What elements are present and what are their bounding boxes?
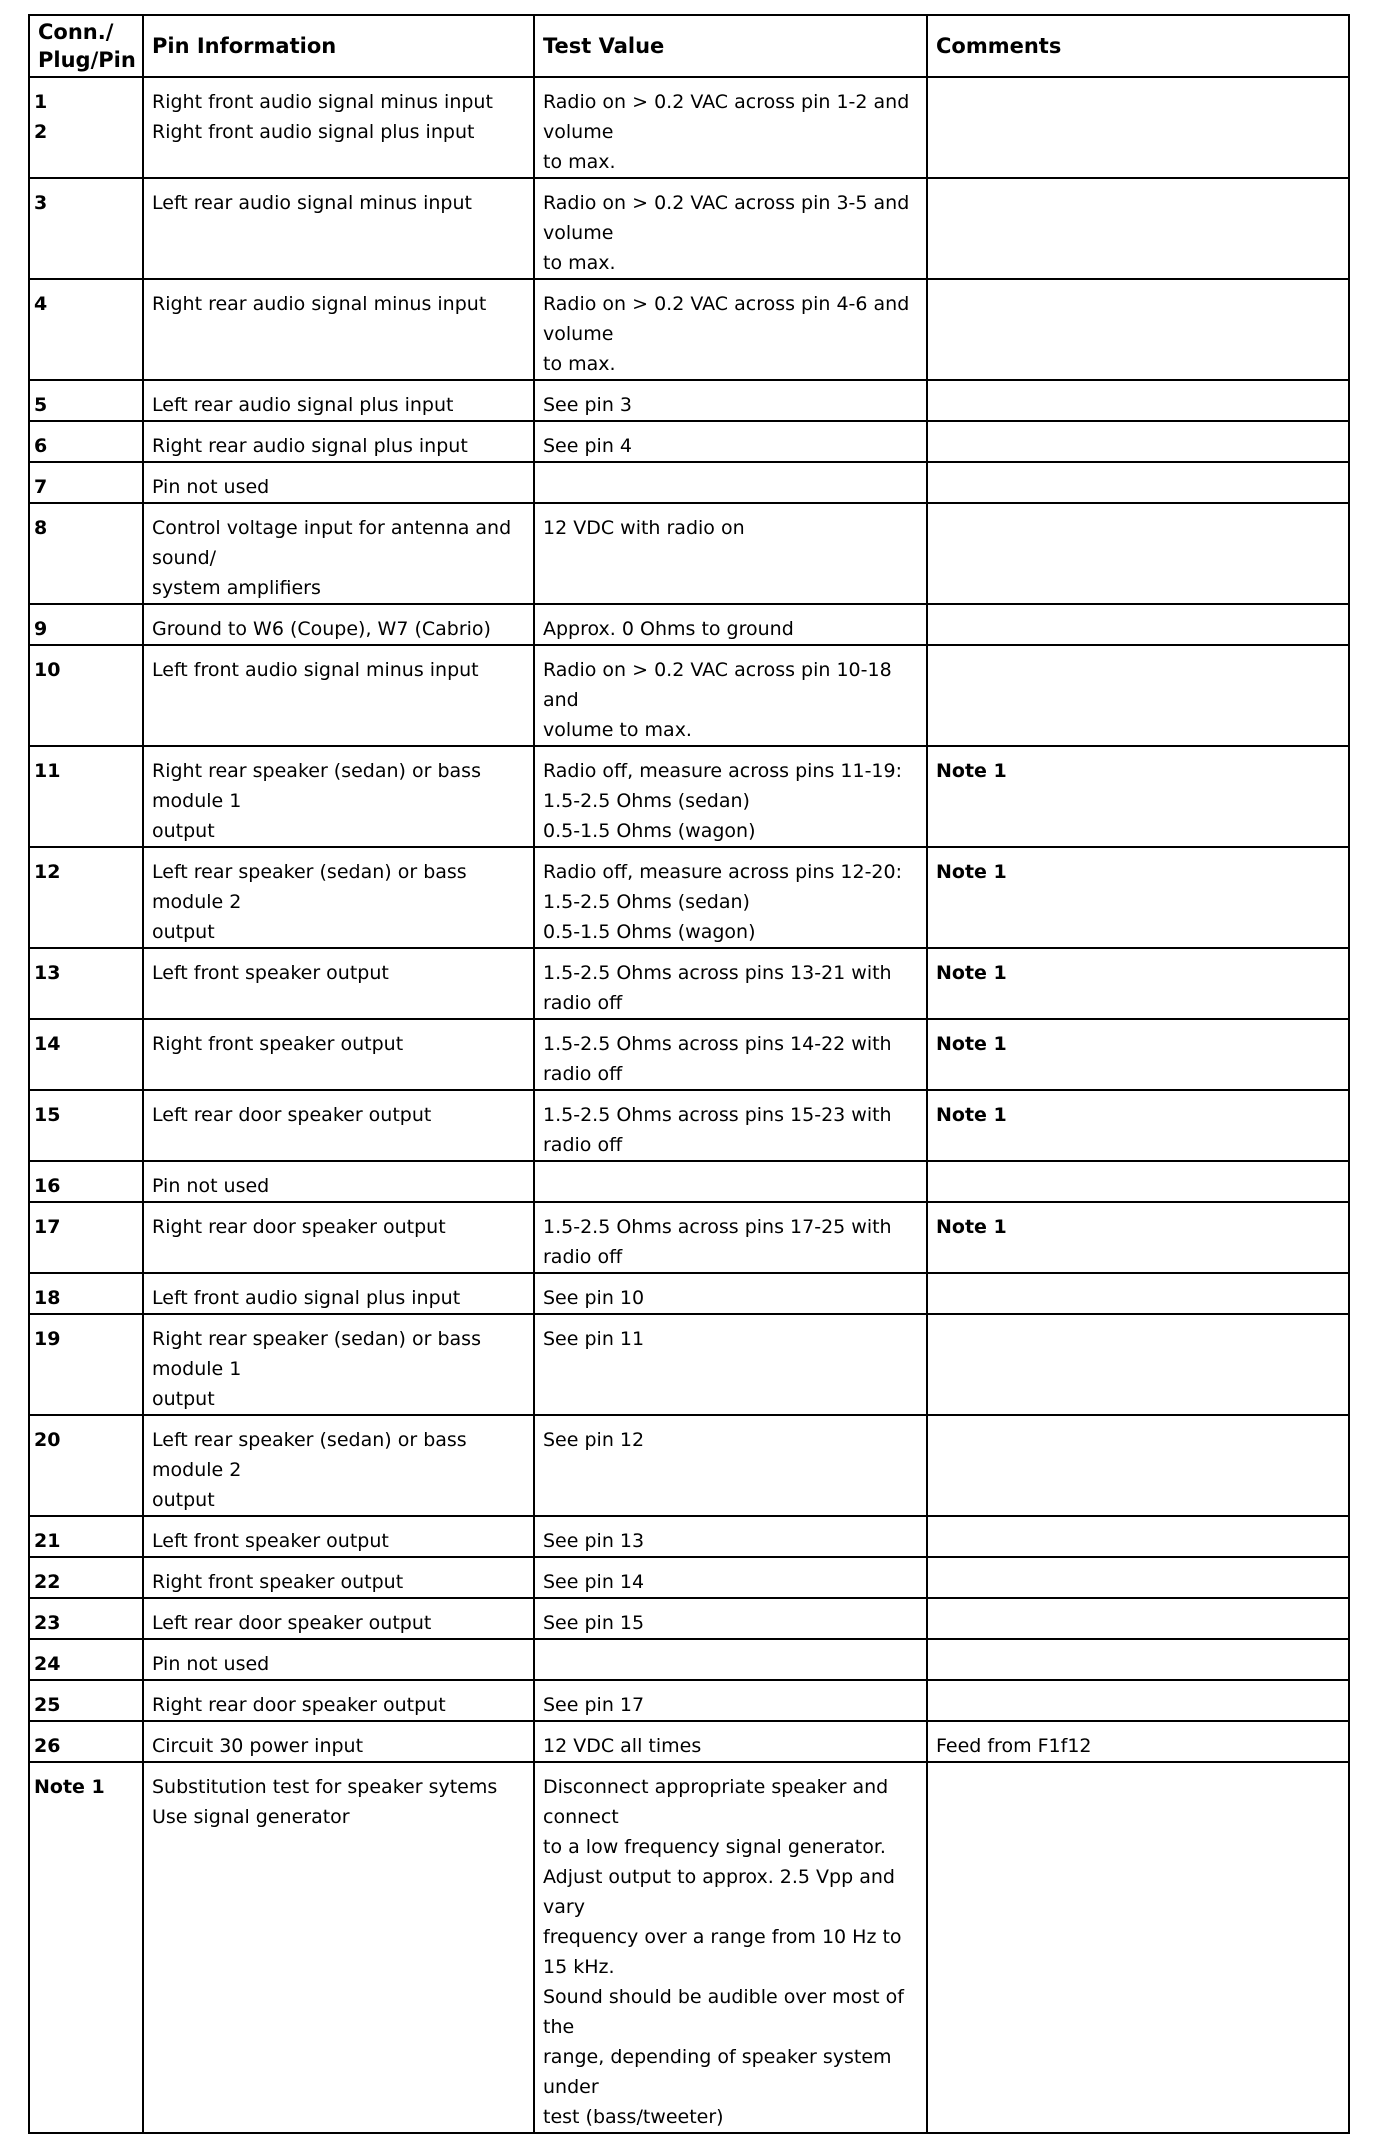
- pin-cell: 1 2: [29, 77, 143, 178]
- table-row: [29, 77, 1349, 178]
- pin-info-cell: Right rear audio signal plus input: [143, 421, 534, 462]
- pin-info-cell: Right front speaker output: [143, 1557, 534, 1598]
- pin-info-cell: Right front audio signal minus input Right front audio signal plus input: [143, 77, 534, 178]
- pin-info-cell: Left front audio signal plus input: [143, 1273, 534, 1314]
- pin-info-cell: Left rear speaker (sedan) or bass module 2 output: [143, 847, 534, 948]
- table-row: [29, 1516, 1349, 1557]
- comment-cell: Note 1: [927, 1090, 1349, 1161]
- pin-cell: Note 1: [29, 1762, 143, 2133]
- test-value-cell: Radio on > 0.2 VAC across pin 10-18 and volume to max.: [534, 645, 927, 746]
- pin-info-cell: Right rear speaker (sedan) or bass module 1 output: [143, 746, 534, 847]
- comment-cell: [927, 503, 1349, 604]
- pin-info-cell: Circuit 30 power input: [143, 1721, 534, 1762]
- table-row: [29, 1273, 1349, 1314]
- comment-cell: [927, 178, 1349, 279]
- table-row: [29, 1639, 1349, 1680]
- table-row: [29, 178, 1349, 279]
- comment-cell: [927, 1598, 1349, 1639]
- test-value-cell: See pin 4: [534, 421, 927, 462]
- table-row: [29, 1019, 1349, 1090]
- pin-info-cell: Substitution test for speaker sytems Use signal generator: [143, 1762, 534, 2133]
- pin-cell: 11: [29, 746, 143, 847]
- pin-cell: 22: [29, 1557, 143, 1598]
- table-row: [29, 746, 1349, 847]
- table-row: [29, 645, 1349, 746]
- pin-info-cell: Left front speaker output: [143, 948, 534, 1019]
- table-row: [29, 1161, 1349, 1202]
- table-row: [29, 380, 1349, 421]
- pin-info-cell: Pin not used: [143, 462, 534, 503]
- pin-cell: 12: [29, 847, 143, 948]
- pin-cell: 6: [29, 421, 143, 462]
- header-pin: Conn./ Plug/Pin: [29, 15, 143, 77]
- table-row: [29, 1598, 1349, 1639]
- pin-info-cell: Ground to W6 (Coupe), W7 (Cabrio): [143, 604, 534, 645]
- test-value-cell: See pin 17: [534, 1680, 927, 1721]
- header-pin-information: Pin Information: [143, 15, 534, 77]
- pin-cell: 4: [29, 279, 143, 380]
- comment-cell: [927, 421, 1349, 462]
- pin-info-cell: Right rear speaker (sedan) or bass module 1 output: [143, 1314, 534, 1415]
- table-row: [29, 1721, 1349, 1762]
- comment-cell: Note 1: [927, 1019, 1349, 1090]
- test-value-cell: 12 VDC all times: [534, 1721, 927, 1762]
- pin-info-cell: Pin not used: [143, 1639, 534, 1680]
- pin-info-cell: Left rear door speaker output: [143, 1090, 534, 1161]
- test-value-cell: 12 VDC with radio on: [534, 503, 927, 604]
- pin-info-cell: Right front speaker output: [143, 1019, 534, 1090]
- table-row: [29, 1415, 1349, 1516]
- pin-cell: 15: [29, 1090, 143, 1161]
- test-value-cell: 1.5-2.5 Ohms across pins 15-23 with radio off: [534, 1090, 927, 1161]
- test-value-cell: Radio on > 0.2 VAC across pin 3-5 and volume to max.: [534, 178, 927, 279]
- table-row: [29, 1090, 1349, 1161]
- comment-cell: [927, 462, 1349, 503]
- test-value-cell: Radio on > 0.2 VAC across pin 4-6 and volume to max.: [534, 279, 927, 380]
- test-value-cell: See pin 10: [534, 1273, 927, 1314]
- comment-cell: [927, 1273, 1349, 1314]
- comment-cell: [927, 604, 1349, 645]
- pin-cell: 7: [29, 462, 143, 503]
- comment-cell: [927, 1314, 1349, 1415]
- pin-info-cell: Control voltage input for antenna and sound/ system amplifiers: [143, 503, 534, 604]
- table-row: [29, 1762, 1349, 2133]
- pin-cell: 21: [29, 1516, 143, 1557]
- test-value-cell: See pin 12: [534, 1415, 927, 1516]
- pin-info-cell: Left front audio signal minus input: [143, 645, 534, 746]
- test-value-cell: Approx. 0 Ohms to ground: [534, 604, 927, 645]
- pin-cell: 26: [29, 1721, 143, 1762]
- comment-cell: [927, 1516, 1349, 1557]
- test-value-cell: 1.5-2.5 Ohms across pins 13-21 with radio off: [534, 948, 927, 1019]
- comment-cell: Feed from F1f12: [927, 1721, 1349, 1762]
- test-value-cell: 1.5-2.5 Ohms across pins 14-22 with radio off: [534, 1019, 927, 1090]
- comment-cell: Note 1: [927, 1202, 1349, 1273]
- table-row: [29, 1557, 1349, 1598]
- pin-cell: 10: [29, 645, 143, 746]
- pin-cell: 17: [29, 1202, 143, 1273]
- pin-cell: 24: [29, 1639, 143, 1680]
- comment-cell: [927, 1415, 1349, 1516]
- comment-cell: [927, 645, 1349, 746]
- pin-info-cell: Right rear door speaker output: [143, 1202, 534, 1273]
- test-value-cell: [534, 1639, 927, 1680]
- pin-cell: 20: [29, 1415, 143, 1516]
- comment-cell: [927, 1557, 1349, 1598]
- pin-info-cell: Left rear speaker (sedan) or bass module 2 output: [143, 1415, 534, 1516]
- test-value-cell: 1.5-2.5 Ohms across pins 17-25 with radio off: [534, 1202, 927, 1273]
- table-row: [29, 1202, 1349, 1273]
- table-row: [29, 948, 1349, 1019]
- comment-cell: [927, 1161, 1349, 1202]
- table-row: [29, 503, 1349, 604]
- table-row: [29, 1680, 1349, 1721]
- pin-info-cell: Left rear door speaker output: [143, 1598, 534, 1639]
- pin-info-cell: Right rear door speaker output: [143, 1680, 534, 1721]
- test-value-cell: See pin 11: [534, 1314, 927, 1415]
- test-value-cell: See pin 15: [534, 1598, 927, 1639]
- comment-cell: [927, 77, 1349, 178]
- comment-cell: [927, 279, 1349, 380]
- table-row: [29, 847, 1349, 948]
- pin-info-cell: Left rear audio signal minus input: [143, 178, 534, 279]
- pin-cell: 16: [29, 1161, 143, 1202]
- header-row: [29, 15, 1349, 77]
- header-comments: Comments: [927, 15, 1349, 77]
- pin-cell: 5: [29, 380, 143, 421]
- comment-cell: [927, 1762, 1349, 2133]
- comment-cell: Note 1: [927, 847, 1349, 948]
- comment-cell: Note 1: [927, 948, 1349, 1019]
- pin-cell: 8: [29, 503, 143, 604]
- pin-info-cell: Pin not used: [143, 1161, 534, 1202]
- pin-info-cell: Left front speaker output: [143, 1516, 534, 1557]
- test-value-cell: See pin 13: [534, 1516, 927, 1557]
- pin-info-cell: Right rear audio signal minus input: [143, 279, 534, 380]
- table-row: [29, 421, 1349, 462]
- table-row: [29, 604, 1349, 645]
- pin-cell: 3: [29, 178, 143, 279]
- pin-cell: 9: [29, 604, 143, 645]
- test-value-cell: Radio off, measure across pins 11-19: 1.5-2.5 Ohms (sedan) 0.5-1.5 Ohms (wagon): [534, 746, 927, 847]
- test-value-cell: [534, 462, 927, 503]
- test-value-cell: Radio off, measure across pins 12-20: 1.5-2.5 Ohms (sedan) 0.5-1.5 Ohms (wagon): [534, 847, 927, 948]
- comment-cell: Note 1: [927, 746, 1349, 847]
- pin-cell: 18: [29, 1273, 143, 1314]
- test-value-cell: See pin 3: [534, 380, 927, 421]
- table-row: [29, 462, 1349, 503]
- table-row: [29, 279, 1349, 380]
- comment-cell: [927, 1639, 1349, 1680]
- pin-cell: 19: [29, 1314, 143, 1415]
- pin-cell: 13: [29, 948, 143, 1019]
- header-test-value: Test Value: [534, 15, 927, 77]
- pin-cell: 14: [29, 1019, 143, 1090]
- pin-table: [28, 14, 1350, 2134]
- pin-info-cell: Left rear audio signal plus input: [143, 380, 534, 421]
- test-value-cell: Disconnect appropriate speaker and connect to a low frequency signal generator. Adjust output to approx. 2.5 Vpp and vary frequency over a range from 10 Hz to 15 kHz. Sound should be audible over most of the range, depending of speaker system under test (bass/tweeter): [534, 1762, 927, 2133]
- pin-cell: 23: [29, 1598, 143, 1639]
- test-value-cell: See pin 14: [534, 1557, 927, 1598]
- table-row: [29, 1314, 1349, 1415]
- comment-cell: [927, 1680, 1349, 1721]
- test-value-cell: [534, 1161, 927, 1202]
- comment-cell: [927, 380, 1349, 421]
- test-value-cell: Radio on > 0.2 VAC across pin 1-2 and volume to max.: [534, 77, 927, 178]
- pin-cell: 25: [29, 1680, 143, 1721]
